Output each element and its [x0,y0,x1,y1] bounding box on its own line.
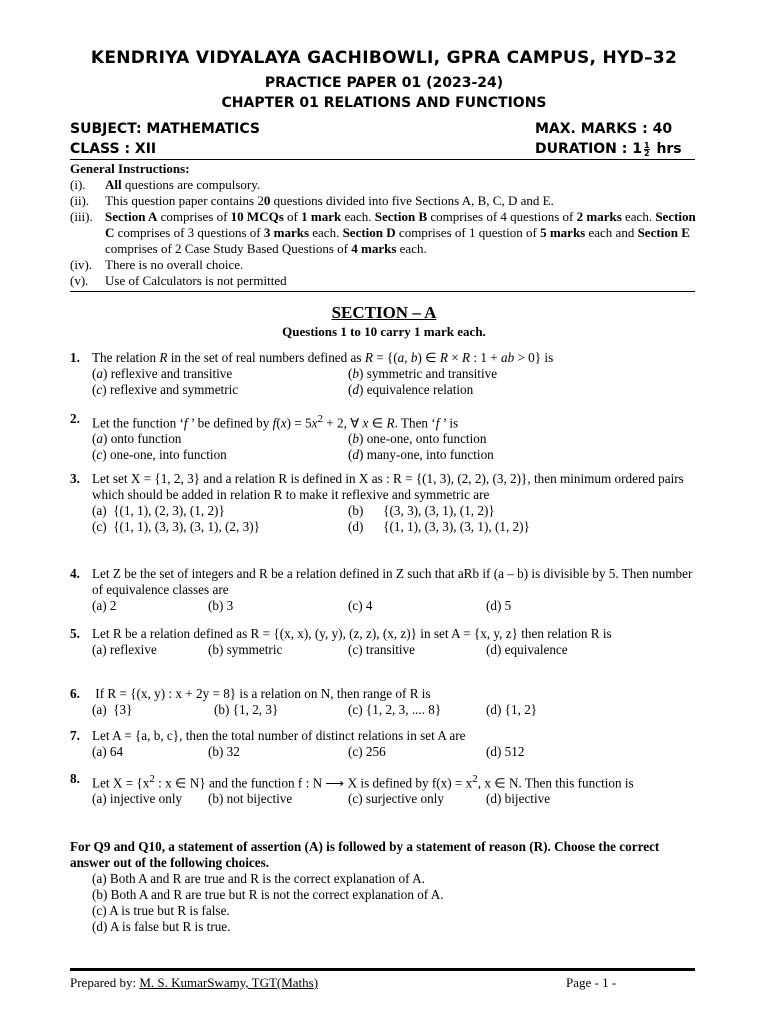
question-7 [70,728,700,760]
class-label: CLASS : XII [70,141,157,157]
duration-label: DURATION : 1 $\frac{1}{2}$ hrs [535,140,682,158]
duration-fraction: $\frac{1}{2}$ [643,140,650,158]
question-number: 3. [70,471,80,486]
section-subtitle: Questions 1 to 10 carry 1 mark each. [282,324,486,339]
option-d: (d) equivalence [486,642,568,657]
question-number: 8. [70,771,80,786]
instructions-divider [70,291,695,292]
option-a: (a) 2 [92,598,117,613]
option-a: (a) {(1, 1), (2, 3), (1, 2)} [92,503,225,518]
assertion-choice-c: (c) A is true but R is false. [92,903,230,918]
option-b: (b) {(3, 3), (3, 1), (1, 2)} [348,503,495,518]
option-d: (d) bijective [486,791,551,807]
option-row [92,791,700,807]
option-d: (d) 512 [486,744,525,759]
instruction-text: Use of Calculators is not permitted [105,273,287,288]
instruction-text: Section A comprises of 10 MCQs of 1 mark each. Section B comprises of 4 questions of 2 marks each. Section C comprises of 3 questions of 3 marks each. Section D comprises of 1 question of 5 marks each and Section E comprises of 2 Case Study Based Questions of 4 marks each. [105,209,696,256]
option-d: (d) equivalence relation [348,382,474,397]
section-title: SECTION – A [331,303,437,322]
instruction-item [70,193,700,209]
question-text: Let Z be the set of integers and R be a relation defined in Z such that aRb if (a – b) is divisible by 5. Then number of equivalence classes are [92,566,693,597]
question-text: The relation R in the set of real numbers defined as R = {(a, b) ∈ R × R : 1 + ab > 0} is [92,350,554,365]
question-number: 4. [70,566,80,581]
instructions-title: General Instructions: [70,161,190,176]
question-number: 2. [70,411,80,426]
instruction-item [70,209,700,257]
option-b: (b) 32 [208,744,240,759]
header-divider [70,159,695,160]
question-text: Let $X = \{x^2$ : x ∈ N} and the function f : N ⟶ X is defined by $f(x) = x^2$, x ∈ N. Then this function is [92,773,634,791]
option-b: (b) not bijective [208,791,293,807]
school-name: KENDRIYA VIDYALAYA GACHIBOWLI, GPRA CAMPUS, HYD–32 [90,48,678,68]
question-number: 5. [70,626,80,641]
option-row [92,598,700,614]
instruction-number: (i). [70,177,86,192]
question-8 [70,771,700,807]
assertion-choices [70,871,700,935]
instruction-text: There is no overall choice. [105,257,244,272]
option-a: (a) injective only [92,791,183,807]
question-3 [70,471,700,535]
option-d: (d) {(1, 1), (3, 3), (3, 1), (1, 2)} [348,519,530,534]
assertion-statement: For Q9 and Q10, a statement of assertion (A) is followed by a statement of reason (R). Choose the correct answer out of the following choices. [70,839,660,870]
chapter-title: CHAPTER 01 RELATIONS AND FUNCTIONS [221,95,547,111]
assertion-choice-d: (d) A is false but R is true. [92,919,231,934]
option-b: (b) {1, 2, 3} [214,702,279,717]
option-row [92,503,700,519]
assertion-reason-block [70,839,700,935]
question-number: 1. [70,350,80,365]
option-a: (a) reflexive [92,642,157,657]
option-d: (d) many-one, into function [348,447,494,463]
option-a: (a) reflexive and transitive [92,366,233,381]
instructions-list [70,177,700,289]
option-c: (c) transitive [348,642,416,657]
option-d: (d) 5 [486,598,512,613]
option-c: (c) {(1, 1), (3, 3), (3, 1), (2, 3)} [92,519,260,534]
option-b: (b) symmetric [208,642,283,657]
prepared-label: Prepared by: [70,975,140,990]
option-a: (a) {3} [92,702,133,717]
option-row [92,431,700,447]
question-number: 7. [70,728,80,743]
option-c: (c) one-one, into function [92,447,227,463]
option-c: (c) 4 [348,598,373,613]
option-row [92,447,700,463]
option-row [92,366,700,382]
question-6 [70,686,700,718]
option-c: (c) reflexive and symmetric [92,382,239,397]
prepared-by [70,975,318,991]
question-text: Let A = {a, b, c}, then the total number of distinct relations in set A are [92,728,466,743]
instruction-item [70,257,700,273]
instruction-number: (ii). [70,193,90,208]
instruction-text: All questions are compulsory. [105,177,261,192]
instruction-item [70,177,700,193]
footer-divider [70,968,695,971]
max-marks-label: MAX. MARKS : 40 [535,121,673,137]
assertion-choice-a: (a) Both A and R are true and R is the correct explanation of A. [92,871,425,886]
option-a: (a) 64 [92,744,124,759]
option-row [92,519,700,535]
instruction-number: (iv). [70,257,93,272]
question-4 [70,566,700,614]
option-c: (c) {1, 2, 3, .... 8} [348,702,442,717]
question-5 [70,626,700,658]
question-1 [70,350,700,398]
instruction-item [70,273,700,289]
option-row [92,744,700,760]
author-name: M. S. KumarSwamy, TGT(Maths) [139,975,319,990]
paper-title: PRACTICE PAPER 01 (2023-24) [264,75,504,91]
question-text: If R = {(x, y) : x + 2y = 8} is a relation on N, then range of R is [92,686,431,701]
option-b: (b) symmetric and transitive [348,366,498,381]
option-c: (c) 256 [348,744,386,759]
option-row [92,642,700,658]
question-text: Let R be a relation defined as R = {(x, x), (y, y), (z, z), (x, z)} in set A = {x, y, z} then relation R is [92,626,612,641]
question-2 [70,411,700,463]
instruction-number: (iii). [70,209,93,224]
instruction-text: This question paper contains 20 questions divided into five Sections A, B, C, D and E. [105,193,554,208]
subject-label: SUBJECT: MATHEMATICS [70,121,260,137]
option-row [92,382,700,398]
option-b: (b) 3 [208,598,234,613]
question-text: Let set X = {1, 2, 3} and a relation R is defined in X as : R = {(1, 3), (2, 2), (3, 2)}, then minimum ordered pairs which should be added in relation R to make it reflexive and symmetric are [92,471,684,502]
instruction-number: (v). [70,273,89,288]
page-number: Page - 1 - [566,975,617,990]
assertion-choice-b: (b) Both A and R are true but R is not the correct explanation of A. [92,887,444,902]
option-row [92,702,700,718]
option-a: (a) onto function [92,431,182,447]
option-b: (b) one-one, onto function [348,431,487,447]
option-d: (d) {1, 2} [486,702,538,717]
question-text: Let the function ‘f ’ be defined by $f(x) = 5x^2 + 2$, ∀ x ∈ R. Then ‘f ’ is [92,413,459,431]
option-c: (c) surjective only [348,791,444,807]
question-number: 6. [70,686,80,701]
